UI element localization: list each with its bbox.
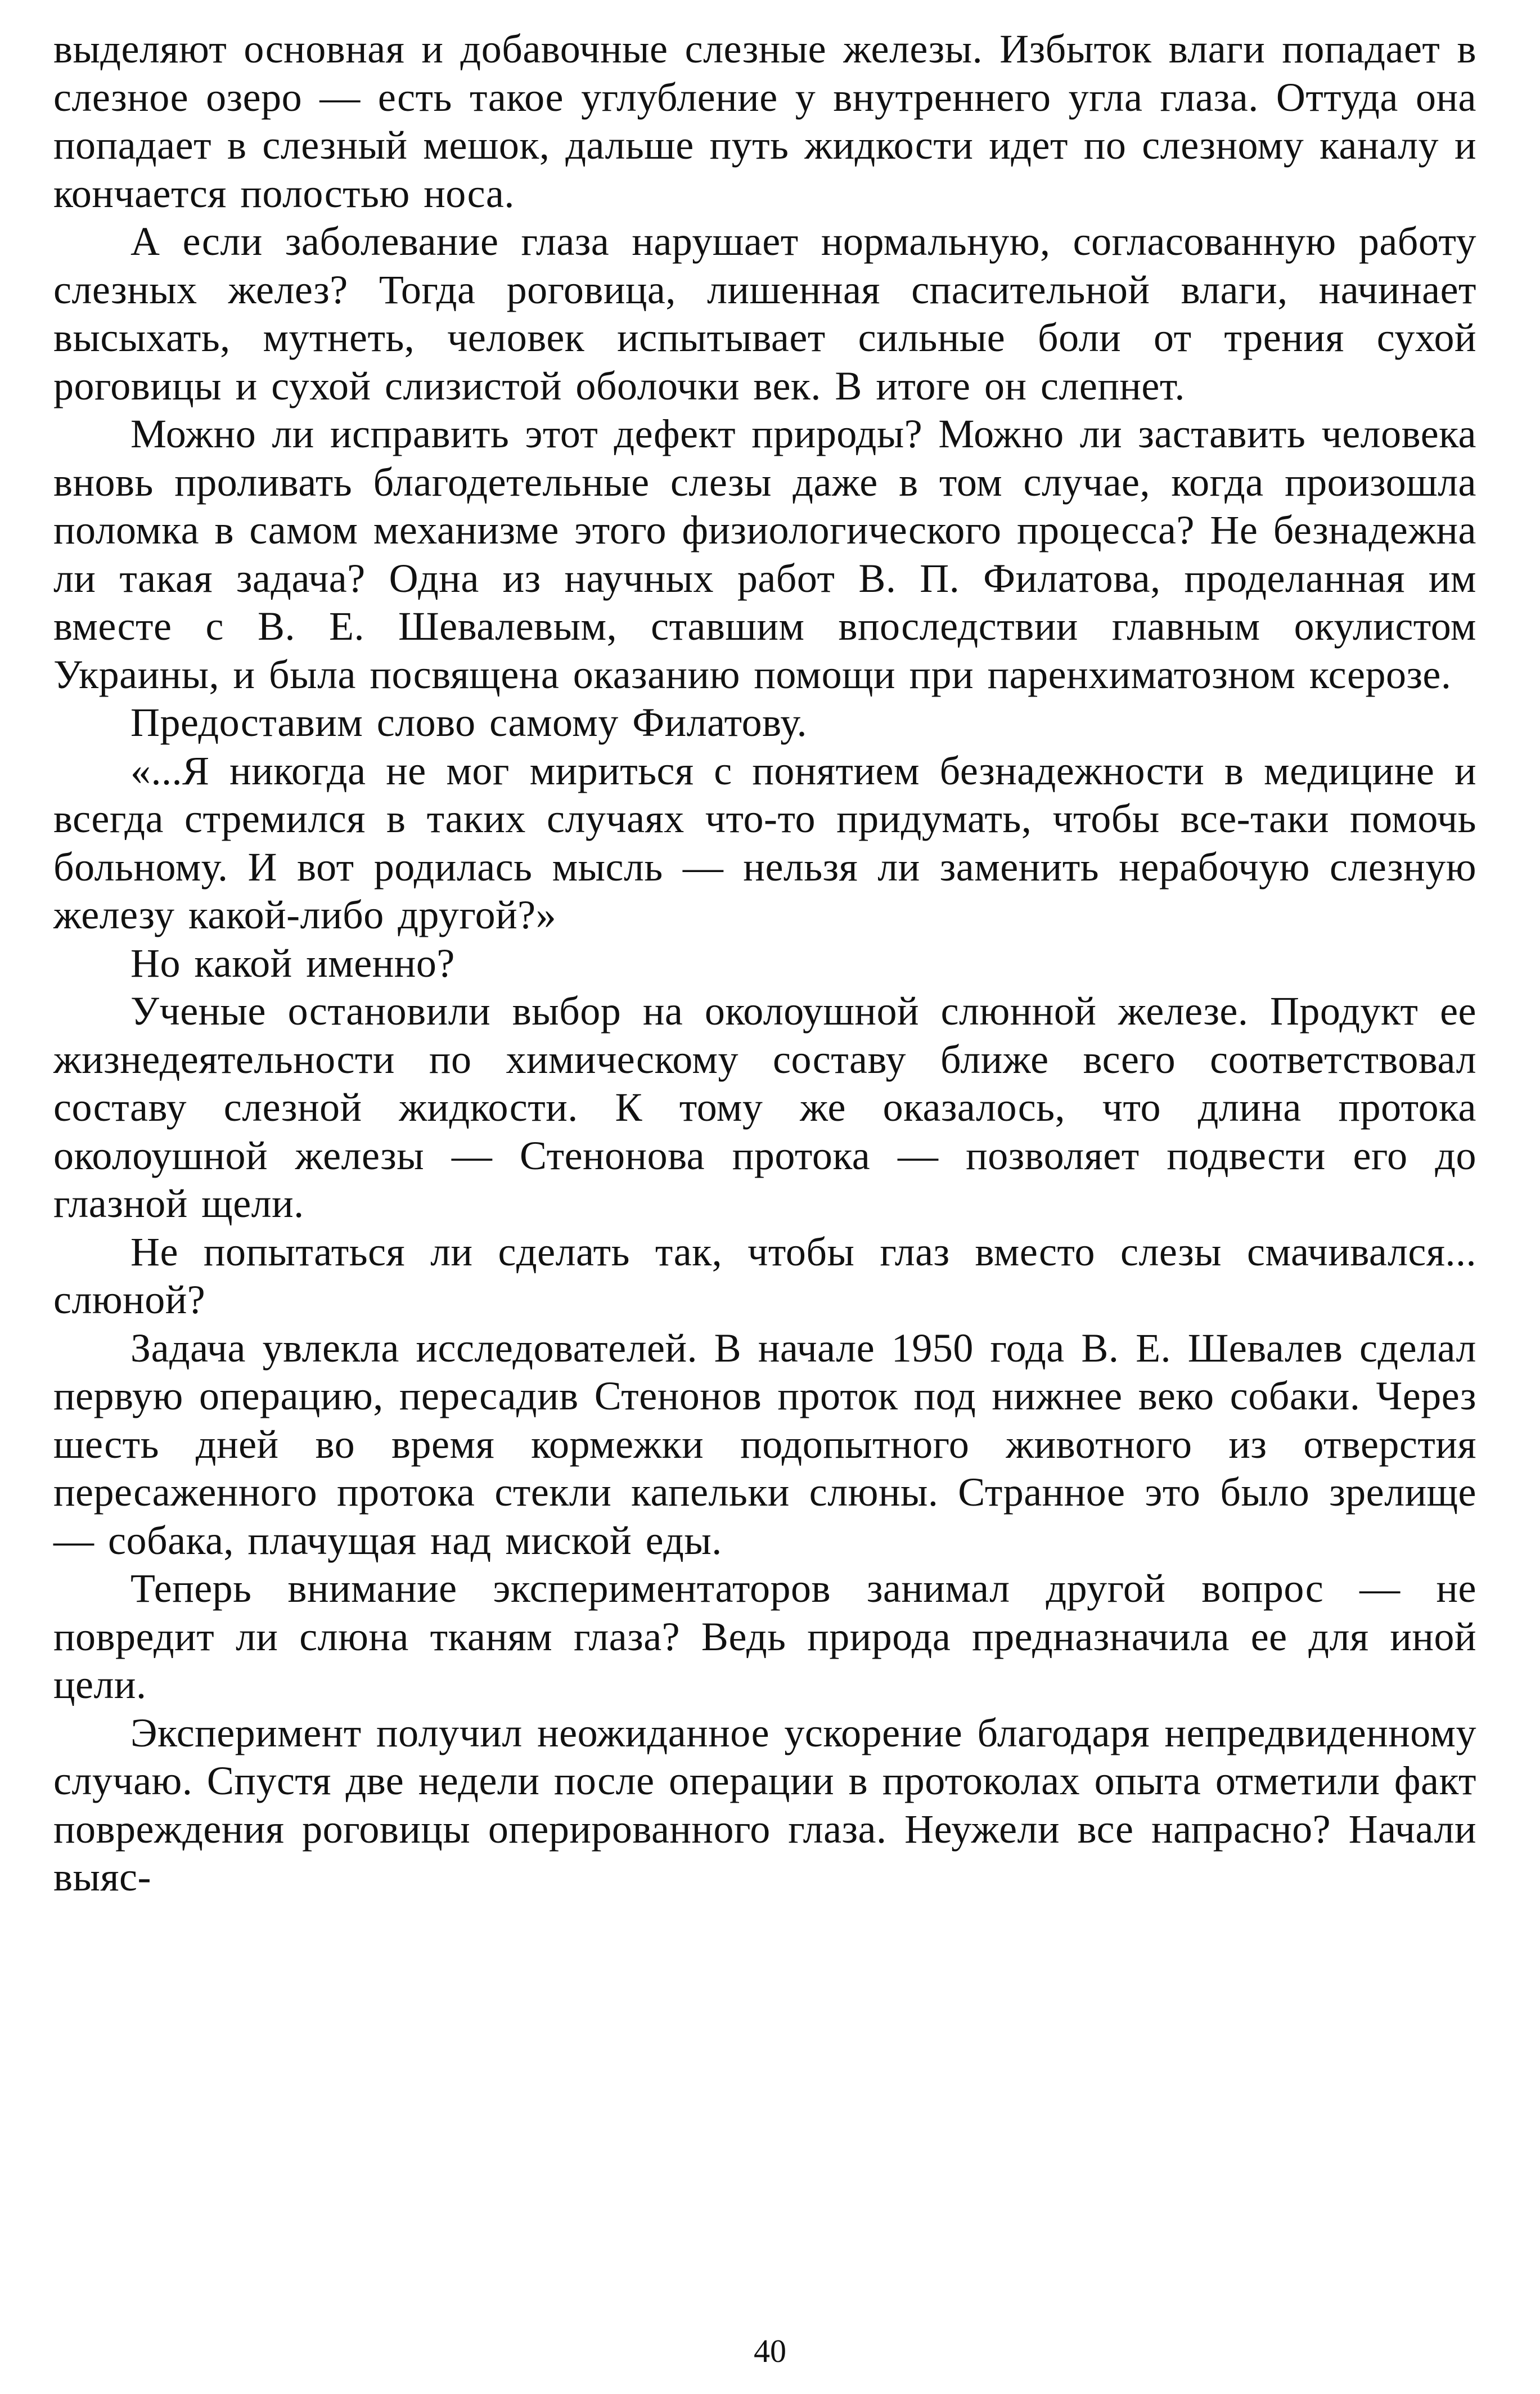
paragraph: выделяют основная и добавочные слезные железы. Избыток влаги попадает в слезное озеро — есть такое углубление у внутреннего угла глаза. Оттуда она попадает в слезный мешок, дальше путь жидкости идет по слезному каналу и кончается полостью носа. bbox=[53, 26, 1476, 216]
paragraph: Предоставим слово самому Филатову. bbox=[130, 700, 807, 745]
paragraph: Эксперимент получил неожиданное ускорение благодаря непредвиденному случаю. Спустя две недели после операции в протоколах опыта отметили факт повреждения роговицы оперированного глаза. Неужели все напрасно? Начали выяс- bbox=[53, 1710, 1476, 1899]
page-number: 40 bbox=[754, 2333, 786, 2369]
paragraph: Теперь внимание экспериментаторов занимал другой вопрос — не повредит ли слюна тканям глаза? Ведь природа предназначила ее для иной цели. bbox=[53, 1566, 1476, 1707]
paragraph: А если заболевание глаза нарушает нормальную, согласованную работу слезных желез? Тогда роговица, лишенная спасительной влаги, начинает высыхать, мутнеть, человек испытывает сильные боли от трения сухой роговицы и сухой слизистой оболочки век. В итоге он слепнет. bbox=[53, 219, 1476, 408]
page-text bbox=[53, 25, 1476, 1902]
paragraph: Не попытаться ли сделать так, чтобы глаз вместо слезы смачивался... слюной? bbox=[53, 1229, 1476, 1322]
paragraph: Задача увлекла исследователей. В начале 1950 года В. Е. Шевалев сделал первую операцию, пересадив Стенонов проток под нижнее веко собаки. Через шесть дней во время кормежки подопытного животного из отверстия пересаженного протока стекли капельки слюны. Странное это было зрелище — собака, плачущая над миской еды. bbox=[53, 1325, 1476, 1563]
paragraph: Ученые остановили выбор на околоушной слюнной железе. Продукт ее жизнедеятельности по химическому составу ближе всего соответствовал составу слезной жидкости. К тому же оказалось, что длина протока околоушной железы — Стенонова протока — позволяет подвести его до глазной щели. bbox=[53, 989, 1476, 1226]
quote-paragraph: «...Я никогда не мог мириться с понятием безнадежности в медицине и всегда стремился в таких случаях что-то придумать, чтобы все-таки помочь больному. И вот родилась мысль — нельзя ли заменить нерабочую слезную железу какой-либо другой?» bbox=[53, 748, 1476, 937]
paragraph: Но какой именно? bbox=[130, 940, 455, 986]
paragraph: Можно ли исправить этот дефект природы? Можно ли заставить человека вновь проливать благодетельные слезы даже в том случае, когда произошла поломка в самом механизме этого физиологического процесса? Не безнадежна ли такая задача? Одна из научных работ В. П. Филатова, проделанная им вместе с В. Е. Шевалевым, ставшим впоследствии главным окулистом Украины, и была посвящена оказанию помощи при паренхиматозном ксерозе. bbox=[53, 411, 1476, 697]
